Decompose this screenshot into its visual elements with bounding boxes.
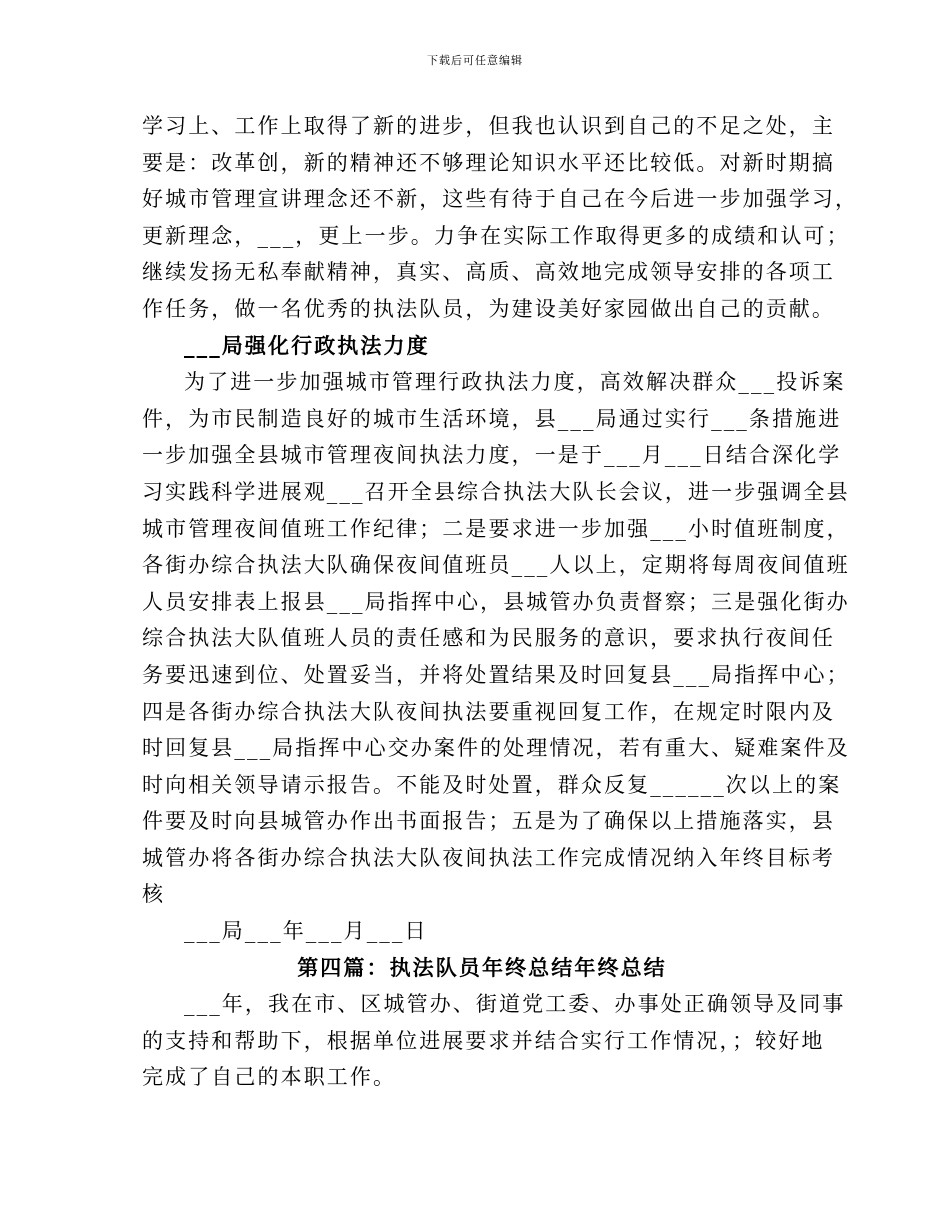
text-line: 各街办综合执法大队确保夜间值班员___人以上，定期将每周夜间值班 [142, 553, 850, 578]
text-line: 学习上、工作上取得了新的进步，但我也认识到自己的不足之处，主 [142, 114, 835, 138]
text-line: 更新理念，___，更上一步。力争在实际工作取得更多的成绩和认可； [142, 223, 850, 248]
text-line: 一步加强全县城市管理夜间执法力度，一是于___月___日结合深化学 [142, 443, 842, 468]
paragraph-1 [142, 108, 859, 328]
section-heading: ___局强化行政执法力度 [184, 332, 430, 358]
text-line: 件，为市民制造良好的城市生活环境，县___局通过实行___条措施进 [142, 406, 842, 431]
text-line: 作任务，做一名优秀的执法队员，为建设美好家园做出自己的贡献。 [142, 296, 835, 321]
text-line: 综合执法大队值班人员的责任感和为民服务的意识，要求执行夜间任 [142, 626, 835, 651]
text-line: 好城市管理宣讲理念还不新，这些有待于自己在今后进一步加强学习， [142, 187, 859, 212]
text-line: 四是各街办综合执法大队夜间执法要重视回复工作，在规定时限内及 [142, 699, 835, 724]
paragraph-3 [142, 986, 846, 1096]
date-line: ___局___年___月___日 [184, 919, 428, 944]
text-line: 件要及时向县城管办作出书面报告；五是为了确保以上措施落实，县 [142, 809, 835, 834]
text-line: ___年，我在市、区城管办、街道党工委、办事处正确领导及同事 [184, 992, 846, 1017]
text-line: 完成了自己的本职工作。 [142, 1065, 397, 1090]
page-header: 下载后可任意编辑 [427, 54, 523, 67]
chapter-title: 第四篇：执法队员年终总结年终总结 [297, 954, 667, 980]
text-line: 城管办将各街办综合执法大队夜间执法工作完成情况纳入年终目标考 [142, 845, 835, 870]
text-line: 务要迅速到位、处置妥当，并将处置结果及时回复县___局指挥中心； [142, 662, 850, 687]
text-line: 核 [142, 882, 166, 907]
text-line: 要是：改革创，新的精神还不够理论知识水平还比较低。对新时期搞 [142, 150, 835, 175]
text-line: 人员安排表上报县___局指挥中心，县城管办负责督察；三是强化街办 [142, 589, 850, 614]
text-line: 的支持和帮助下，根据单位进展要求并结合实行工作情况，；较好地 [142, 1028, 825, 1053]
text-line: 继续发扬无私奉献精神，真实、高质、高效地完成领导安排的各项工 [142, 260, 835, 285]
text-line: 习实践科学进展观___召开全县综合执法大队长会议，进一步强调全县 [142, 479, 850, 504]
paragraph-2 [142, 364, 850, 913]
text-line: 为了进一步加强城市管理行政执法力度，高效解决群众___投诉案 [184, 370, 846, 395]
text-line: 时向相关领导请示报告。不能及时处置，群众反复______次以上的案 [142, 772, 842, 797]
text-line: 城市管理夜间值班工作纪律；二是要求进一步加强___小时值班制度， [142, 516, 850, 541]
text-line: 时回复县___局指挥中心交办案件的处理情况，若有重大、疑难案件及 [142, 736, 850, 761]
document-body [142, 108, 859, 1096]
